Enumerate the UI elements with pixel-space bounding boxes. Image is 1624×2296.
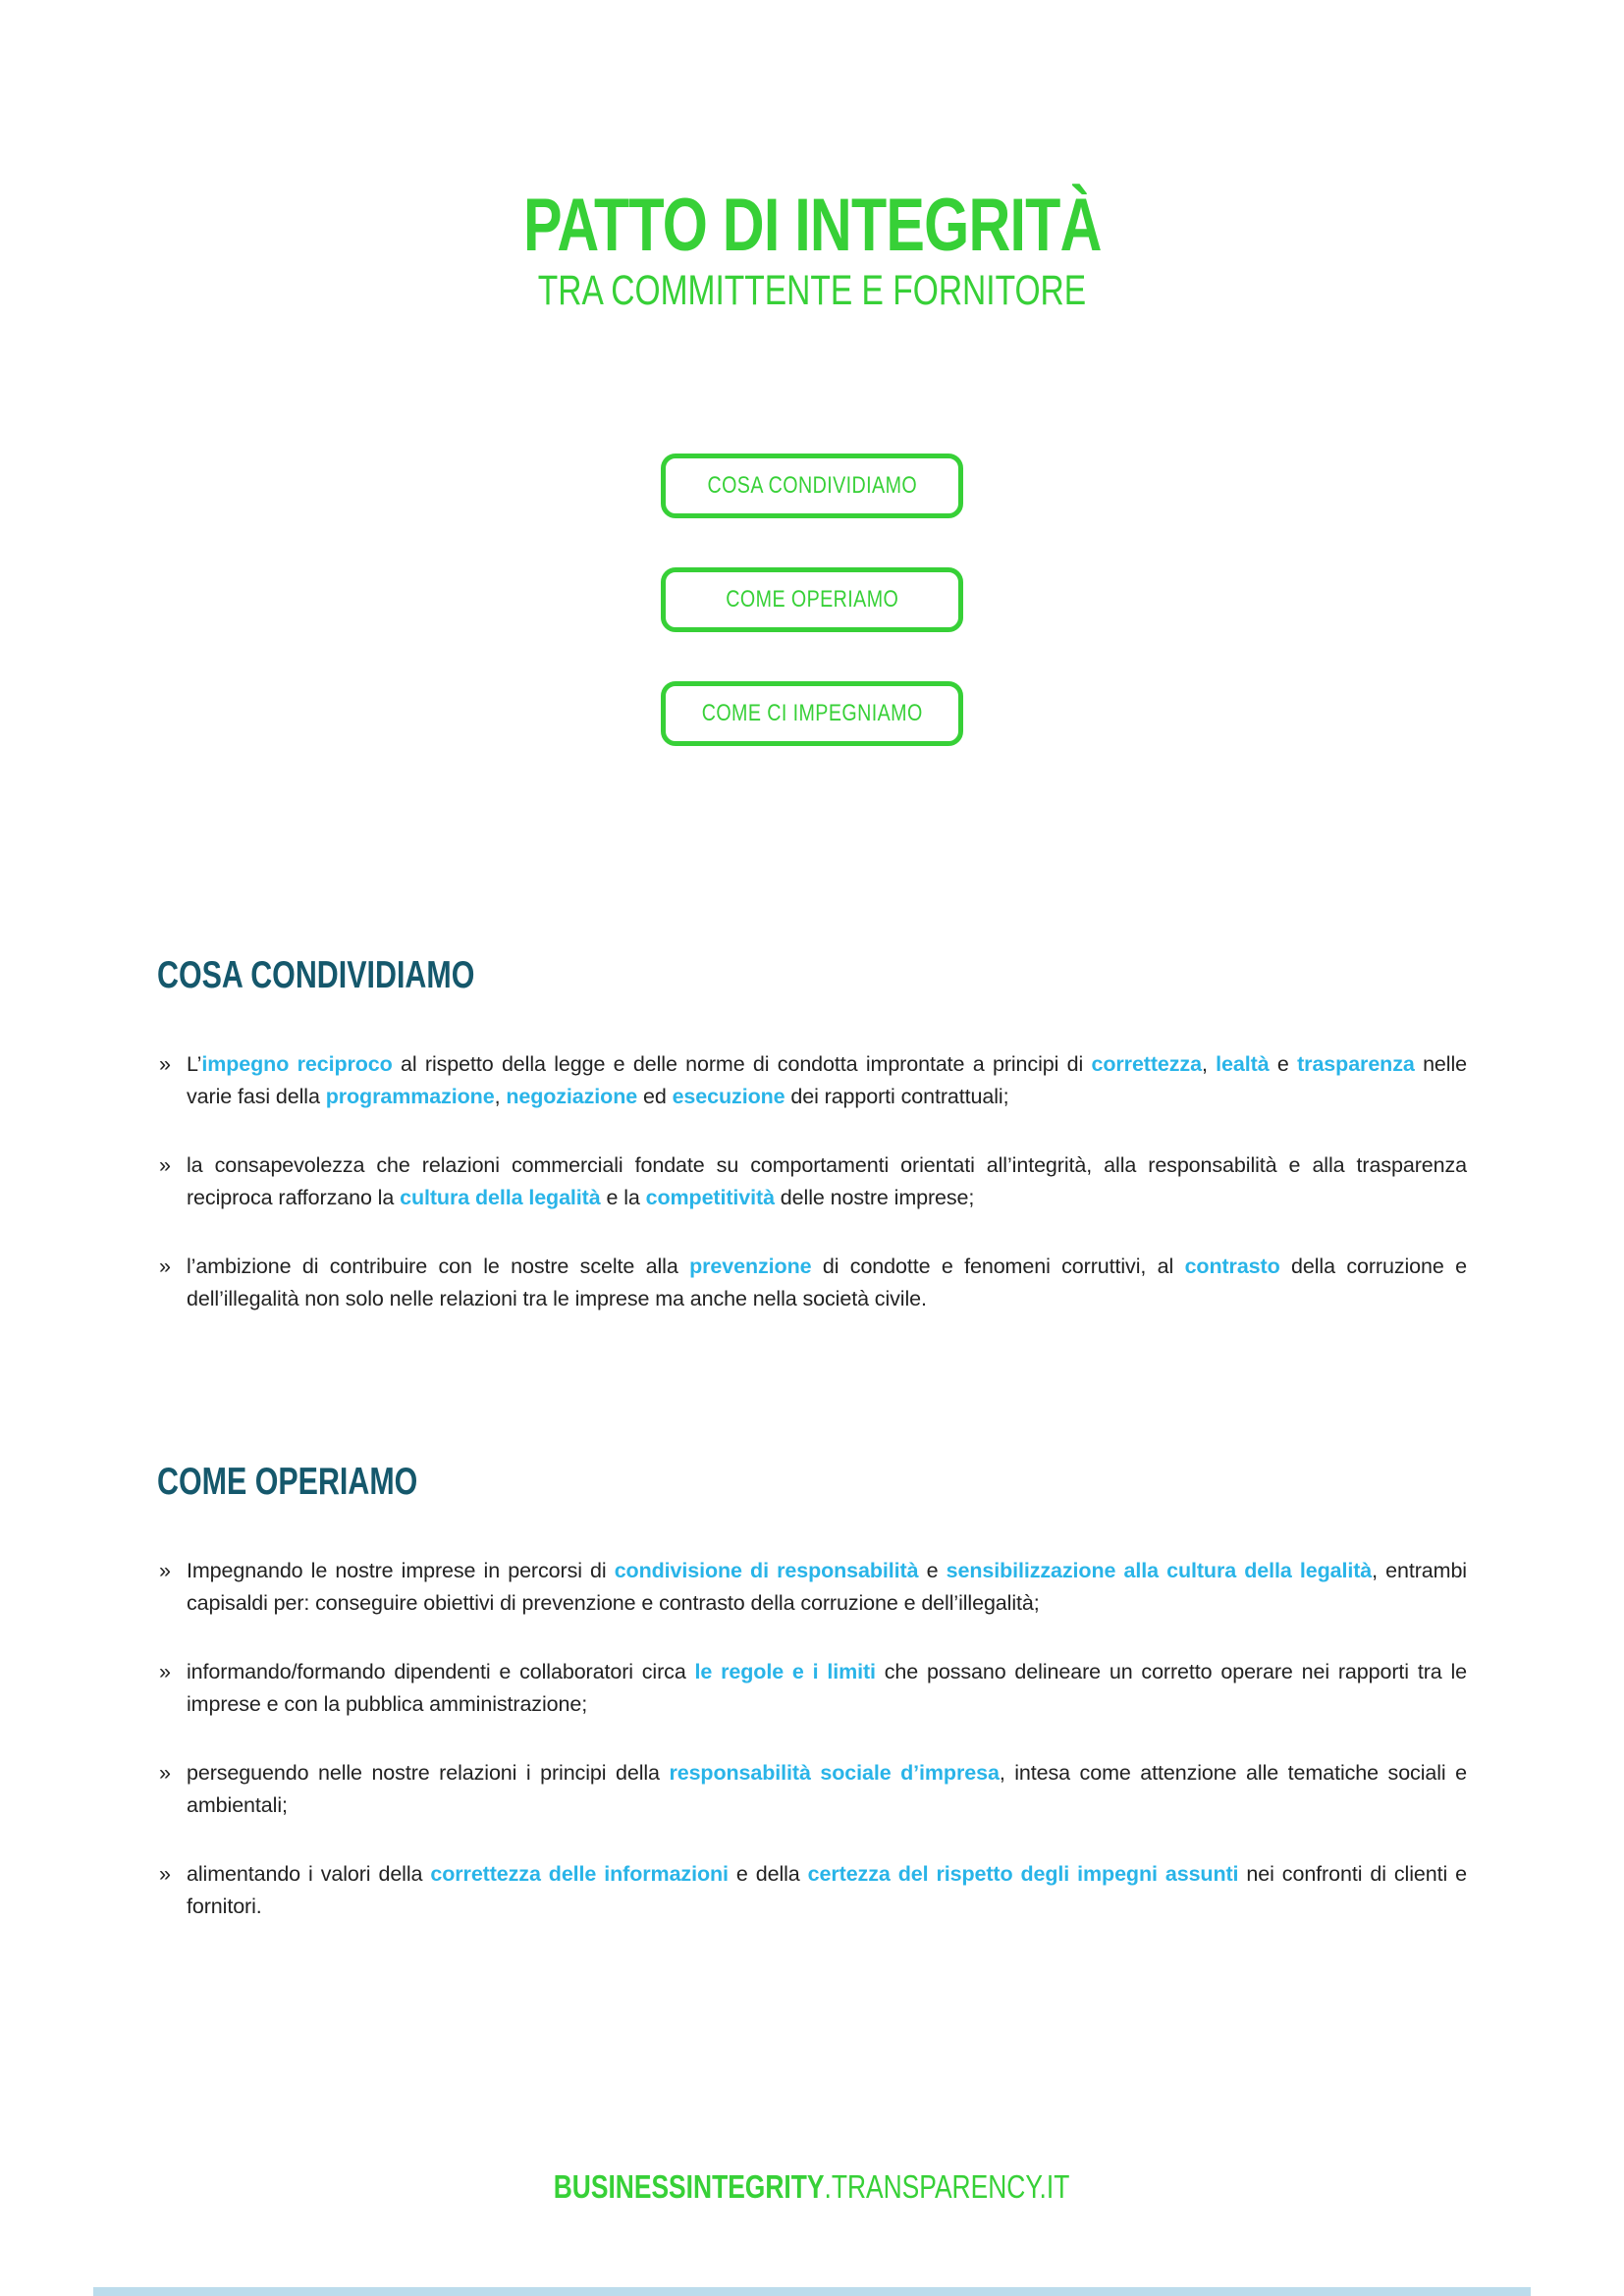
body-text: L’: [187, 1052, 202, 1077]
body-text: Impegnando le nostre imprese in percorsi di: [187, 1559, 615, 1583]
body-text: ,: [1201, 1052, 1217, 1077]
body-text: l’ambizione di contribuire con le nostre scelte alla: [187, 1255, 690, 1279]
highlighted-text: lealtà: [1216, 1052, 1270, 1077]
body-text: la consapevolezza che relazioni commerciali fondate su comportamenti orientati all’integrità, alla responsabilità e alla trasparenza reciproca rafforzano la: [187, 1153, 1467, 1210]
nav-button-cosa-condividiamo[interactable]: [661, 454, 963, 518]
footer-site-domain: .TRANSPARENCY.IT: [824, 2168, 1070, 2205]
body-text: , entrambi capisaldi per: conseguire obiettivi di prevenzione e contrasto della corruzione e dell’illegalità;: [187, 1559, 1467, 1616]
bullet-item: [157, 1048, 1467, 1113]
bullet-item: [157, 1149, 1467, 1214]
page-subtitle: TRA COMMITTENTE E FORNITORE: [537, 267, 1087, 314]
body-text: e: [918, 1559, 947, 1583]
highlighted-text: impegno reciproco: [201, 1052, 393, 1077]
body-text: alimentando i valori della: [187, 1862, 431, 1887]
highlighted-text: le regole e i limiti: [694, 1660, 876, 1684]
bullet-marker: »: [159, 1153, 171, 1178]
highlighted-text: esecuzione: [672, 1085, 785, 1109]
bullet-item: [157, 1555, 1467, 1620]
body-text: , intesa come attenzione alle tematiche sociali e ambientali;: [187, 1761, 1467, 1818]
body-text: ,: [494, 1085, 507, 1109]
highlighted-text: prevenzione: [689, 1255, 812, 1279]
highlighted-text: cultura della legalità: [400, 1186, 601, 1210]
page-title: PATTO DI INTEGRITÀ: [522, 184, 1102, 267]
bullet-marker: »: [159, 1559, 171, 1583]
bullet-item: [157, 1656, 1467, 1721]
nav-button-label: COME CI IMPEGNIAMO: [701, 700, 923, 727]
bullet-list: [157, 1555, 1467, 1923]
body-text: nelle varie fasi della: [187, 1052, 1468, 1109]
highlighted-text: certezza del rispetto degli impegni assunti: [807, 1862, 1239, 1887]
bullet-item: [157, 1757, 1467, 1822]
header: [0, 0, 1624, 313]
highlighted-text: programmazione: [325, 1085, 495, 1109]
highlighted-text: condivisione di responsabilità: [614, 1559, 919, 1583]
section-come-operiamo: [157, 1461, 1467, 1923]
section-heading: COME OPERIAMO: [157, 1461, 418, 1504]
body-text: che possano delineare un corretto operare nei rapporti tra le imprese e con la pubblica amministrazione;: [187, 1660, 1467, 1717]
bullet-marker: »: [159, 1052, 171, 1077]
highlighted-text: correttezza: [1091, 1052, 1202, 1077]
section-heading: COSA CONDIVIDIAMO: [157, 954, 475, 997]
section-cosa-condividiamo: [157, 954, 1467, 1315]
body-text: al rispetto della legge e delle norme di condotta improntate a principi di: [392, 1052, 1092, 1077]
body-text: ed: [637, 1085, 673, 1109]
highlighted-text: contrasto: [1184, 1255, 1280, 1279]
highlighted-text: responsabilità sociale d’impresa: [669, 1761, 1000, 1786]
nav-button-come-ci-impegniamo[interactable]: [661, 681, 963, 746]
body-text: dei rapporti contrattuali;: [785, 1085, 1009, 1109]
bullet-list: [157, 1048, 1467, 1315]
highlighted-text: correttezza delle informazioni: [430, 1862, 729, 1887]
body-text: e: [1269, 1052, 1298, 1077]
body-text: e della: [728, 1862, 808, 1887]
footer: [0, 2168, 1624, 2206]
body-text: della corruzione e dell’illegalità non solo nelle relazioni tra le imprese ma anche nella società civile.: [187, 1255, 1467, 1311]
highlighted-text: trasparenza: [1297, 1052, 1415, 1077]
content: [157, 954, 1467, 1923]
bullet-item: [157, 1858, 1467, 1923]
nav-buttons: [0, 454, 1624, 746]
highlighted-text: sensibilizzazione alla cultura della legalità: [946, 1559, 1373, 1583]
bullet-marker: »: [159, 1761, 171, 1786]
footer-website-link[interactable]: [554, 2168, 1070, 2206]
highlighted-text: negoziazione: [506, 1085, 638, 1109]
bottom-rule: [93, 2287, 1531, 2296]
nav-button-label: COSA CONDIVIDIAMO: [707, 472, 917, 500]
highlighted-text: competitività: [645, 1186, 775, 1210]
body-text: informando/formando dipendenti e collaboratori circa: [187, 1660, 695, 1684]
body-text: di condotte e fenomeni corruttivi, al: [811, 1255, 1185, 1279]
bullet-marker: »: [159, 1862, 171, 1887]
body-text: perseguendo nelle nostre relazioni i principi della: [187, 1761, 670, 1786]
body-text: nei confronti di clienti e fornitori.: [187, 1862, 1468, 1919]
nav-button-label: COME OPERIAMO: [726, 586, 898, 614]
body-text: delle nostre imprese;: [774, 1186, 975, 1210]
nav-button-come-operiamo[interactable]: [661, 567, 963, 632]
footer-site-name: BUSINESSINTEGRITY: [554, 2168, 825, 2205]
bullet-marker: »: [159, 1660, 171, 1684]
bullet-item: [157, 1251, 1467, 1315]
body-text: e la: [600, 1186, 646, 1210]
bullet-marker: »: [159, 1255, 171, 1279]
